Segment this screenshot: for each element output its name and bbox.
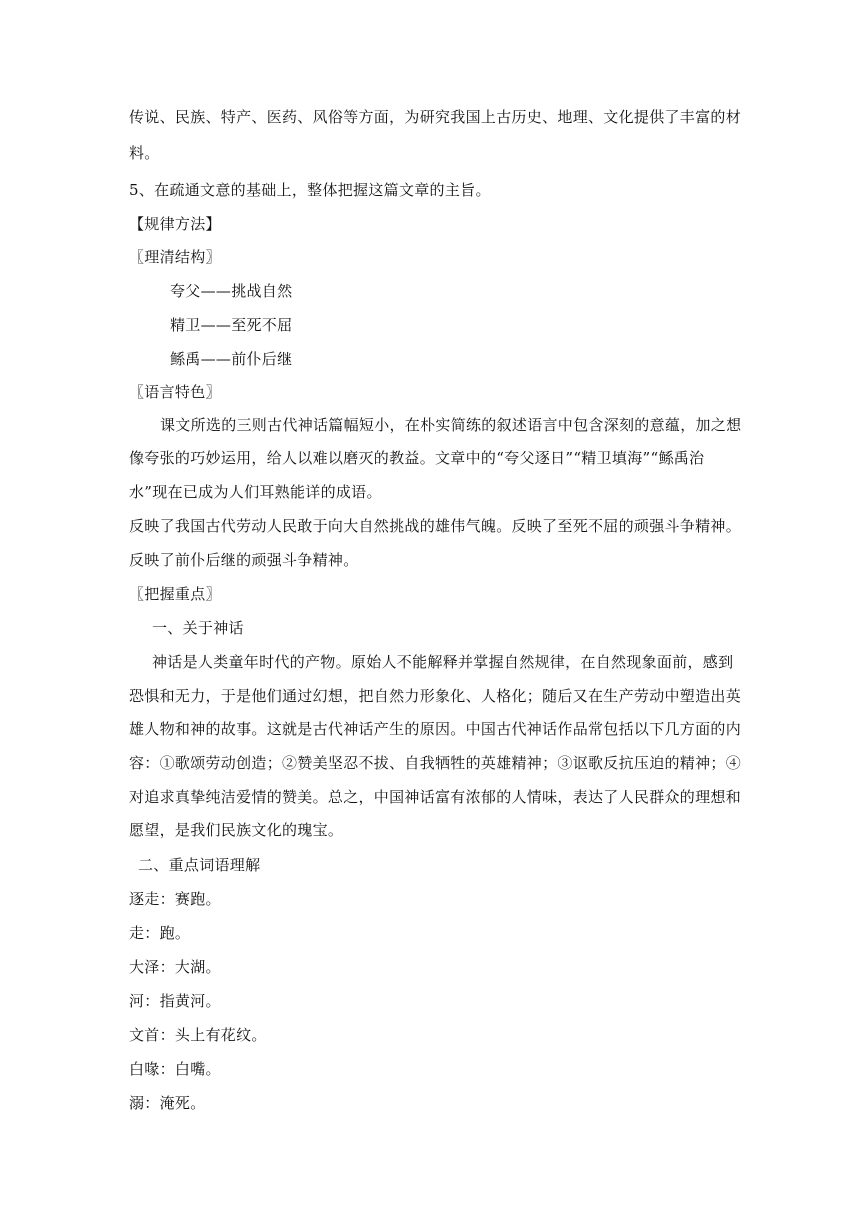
paragraph-line: 像夸张的巧妙运用，给人以难以磨灭的教益。文章中的“夸父逐日”“精卫填海”“鲧禹治 xyxy=(129,449,705,467)
question-item: 5、在疏通文意的基础上，整体把握这篇文章的主旨。 xyxy=(129,181,491,199)
paragraph-line: 课文所选的三则古代神话篇幅短小，在朴实简练的叙述语言中包含深刻的意蕴，加之想 xyxy=(160,416,742,434)
vocab-item: 河：指黄河。 xyxy=(129,992,221,1010)
paragraph-line: 料。 xyxy=(129,144,160,162)
vocab-item: 大泽：大湖。 xyxy=(129,958,221,976)
paragraph-line: 传说、民族、特产、医药、风俗等方面，为研究我国上古历史、地理、文化提供了丰富的材 xyxy=(129,108,742,126)
paragraph-line: 反映了前仆后继的顽强斗争精神。 xyxy=(129,551,359,569)
subsection-heading: 〖语言特色〗 xyxy=(129,383,221,401)
paragraph-line: 雄人物和神的故事。这就是古代神话产生的原因。中国古代神话作品常包括以下几方面的内 xyxy=(129,720,742,738)
section-heading: 【规律方法】 xyxy=(129,215,221,233)
paragraph-line: 反映了我国古代劳动人民敢于向大自然挑战的雄伟气魄。反映了至死不屈的顽强斗争精神。 xyxy=(129,517,742,535)
structure-item: 鲧禹——前仆后继 xyxy=(170,350,293,368)
vocab-item: 溺：淹死。 xyxy=(129,1094,206,1112)
paragraph-line: 恐惧和无力，于是他们通过幻想，把自然力形象化、人格化；随后又在生产劳动中塑造出英 xyxy=(129,687,742,705)
vocab-item: 走：跑。 xyxy=(129,924,191,942)
paragraph-line: 对追求真挚纯洁爱情的赞美。总之，中国神话富有浓郁的人情味，表达了人民群众的理想和 xyxy=(129,788,742,806)
vocab-item: 文首：头上有花纹。 xyxy=(129,1026,267,1044)
paragraph-line: 愿望，是我们民族文化的瑰宝。 xyxy=(129,821,344,839)
structure-item: 夸父——挑战自然 xyxy=(170,282,293,300)
numbered-heading: 一、关于神话 xyxy=(152,619,244,637)
paragraph-line: 神话是人类童年时代的产物。原始人不能解释并掌握自然规律，在自然现象面前，感到 xyxy=(152,653,734,671)
subsection-heading: 〖理清结构〗 xyxy=(129,248,221,266)
paragraph-line: 水”现在已成为人们耳熟能详的成语。 xyxy=(129,483,382,501)
subsection-heading: 〖把握重点〗 xyxy=(129,585,221,603)
vocab-item: 白喙：白嘴。 xyxy=(129,1060,221,1078)
vocab-item: 逐走：赛跑。 xyxy=(129,890,221,908)
structure-item: 精卫——至死不屈 xyxy=(170,316,293,334)
paragraph-line: 容：①歌颂劳动创造；②赞美坚忍不拔、自我牺牲的英雄精神；③讴歌反抗压迫的精神；④ xyxy=(129,754,742,772)
numbered-heading: 二、重点词语理解 xyxy=(138,856,261,874)
